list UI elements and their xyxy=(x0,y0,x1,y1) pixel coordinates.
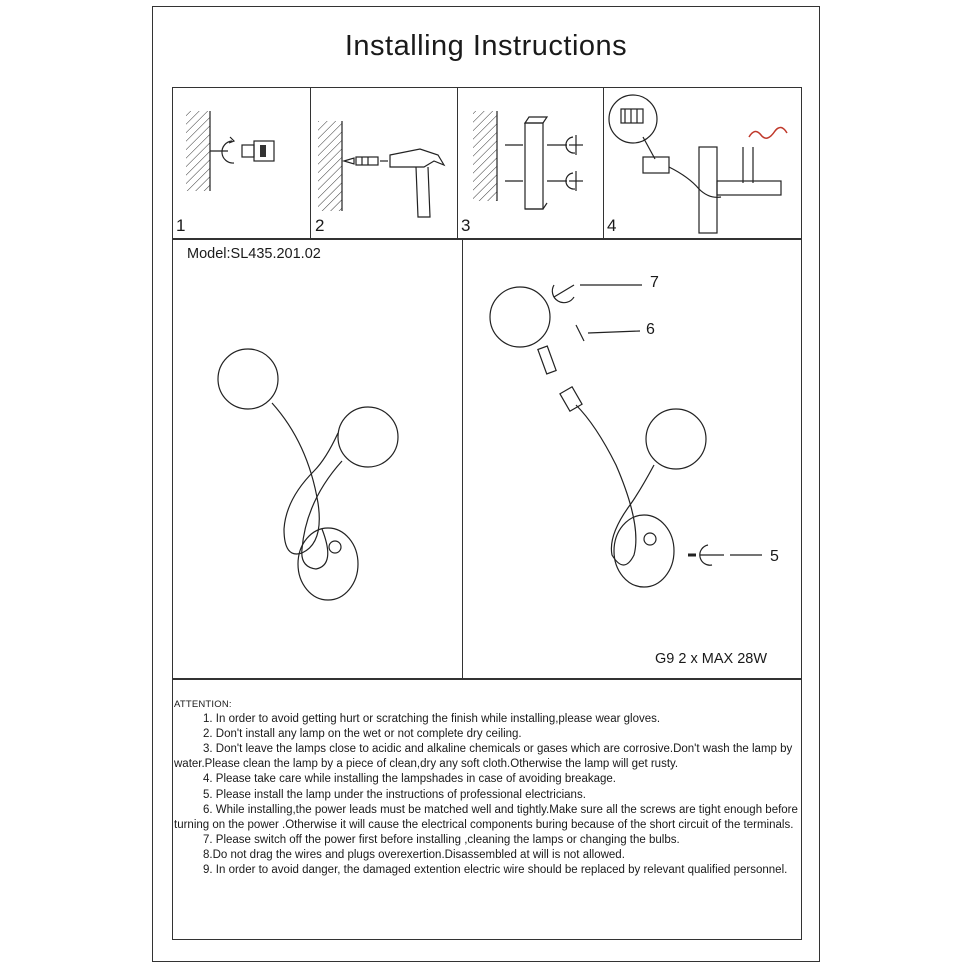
page-title: Installing Instructions xyxy=(344,30,628,62)
lamp-assembled-icon xyxy=(172,239,462,679)
step-2-number: 2 xyxy=(315,216,325,235)
attention-item: 7. Please switch off the power first before installing ,cleaning the lamps or changing the bulbs. xyxy=(203,833,680,846)
attention-item: 2. Don't install any lamp on the wet or not complete dry ceiling. xyxy=(203,728,522,741)
red-wire-icon xyxy=(749,127,787,138)
attention-item: 5. Please install the lamp under the instructions of professional electricians. xyxy=(203,788,586,801)
attention-item: 3. Don't leave the lamps close to acidic and alkaline chemicals or gases which are corrosive.Don't wash the lamp by water.Please clean the lamp by a piece of clean,dry any soft cloth.Otherwise the lamp will get rusty. xyxy=(174,743,793,771)
lamp-exploded-icon xyxy=(462,239,802,679)
attention-item: 6. While installing,the power leads must be matched well and tightly.Make sure all the screws are tight enough before turning on the power .Otherwise it will cause the electrical components buring because of the short circuit of the terminals. xyxy=(174,803,798,831)
step-1-number: 1 xyxy=(176,216,186,235)
step-3-number: 3 xyxy=(461,216,471,235)
callout-6: 6 xyxy=(646,321,655,338)
terminal-block-wiring-icon xyxy=(603,87,802,239)
callout-7: 7 xyxy=(650,274,659,291)
step-4-number: 4 xyxy=(607,216,617,235)
mounting-bracket-icon xyxy=(457,87,603,239)
callout-5: 5 xyxy=(770,548,779,565)
attention-item: 4. Please take care while installing the lampshades in case of avoiding breakage. xyxy=(203,773,616,786)
wall-drill-icon xyxy=(172,87,310,239)
attention-item: 8.Do not drag the wires and plugs overexertion.Disassembled at will is not allowed. xyxy=(203,848,625,861)
hammer-anchor-icon xyxy=(310,87,457,239)
bulb-spec: G9 2 x MAX 28W xyxy=(655,651,768,667)
attention-item: 1. In order to avoid getting hurt or scratching the finish while installing,please wear gloves. xyxy=(203,713,661,726)
attention-heading: ATTENTION: xyxy=(174,699,232,710)
attention-notes xyxy=(174,697,802,878)
model-number: Model:SL435.201.02 xyxy=(187,246,321,262)
attention-item: 9. In order to avoid danger, the damaged extention electric wire should be replaced by relevant qualified personnel. xyxy=(203,864,788,877)
